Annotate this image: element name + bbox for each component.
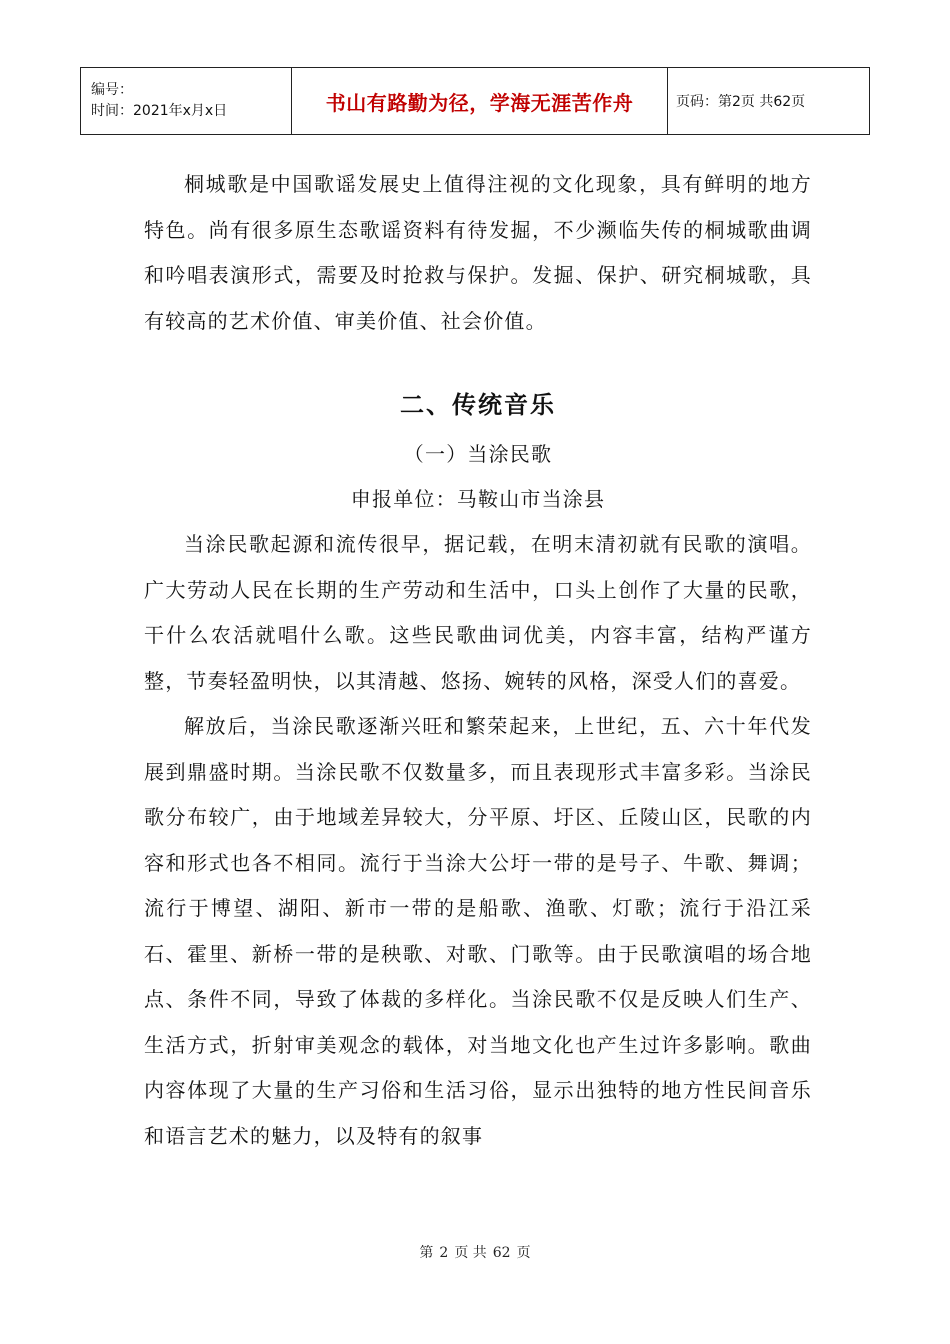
reporting-unit: 申报单位：马鞍山市当涂县: [350, 487, 606, 511]
document-number-label: 编号：: [91, 82, 133, 98]
section-title: 二、传统音乐: [400, 391, 556, 419]
paragraph-development: 解放后，当涂民歌逐渐兴旺和繁荣起来，上世纪，五、六十年代发展到鼎盛时期。当涂民歌不仅数量多，而且表现形式丰富多彩。当涂民歌分布较广，由于地域差异较大，分平原、圩区、丘陵山区，民歌的内容和形式也各不相同。流行于当涂大公圩一带的是号子、牛歌、舞调；流行于博望、湖阳、新市一带的是船歌、渔歌、灯歌；流行于沿江采石、霍里、新桥一带的是秧歌、对歌、门歌等。由于民歌演唱的场合地点、条件不同，导致了体裁的多样化。当涂民歌不仅是反映人们生产、生活方式，折射审美观念的载体，对当地文化也产生过许多影响。歌曲内容体现了大量的生产习俗和生活习俗，显示出独特的地方性民间音乐和语言艺术的魅力，以及特有的叙事: [144, 714, 812, 1148]
paragraph-origin: 当涂民歌起源和流传很早，据记载，在明末清初就有民歌的演唱。广大劳动人民在长期的生产劳动和生活中，口头上创作了大量的民歌，干什么农活就唱什么歌。这些民歌曲词优美，内容丰富，结构严谨方整，节奏轻盈明快，以其清越、悠扬、婉转的风格，深受人们的喜爱。: [144, 532, 812, 693]
header-page-info: 页码：第2页 共62页: [668, 68, 870, 135]
footer-page-number: 2: [439, 1245, 449, 1261]
header-motto: 书山有路勤为径，学海无涯苦作舟: [292, 68, 668, 135]
subsection-title: （一）当涂民歌: [403, 442, 553, 466]
document-header: [80, 67, 870, 135]
intro-paragraph: 桐城歌是中国歌谣发展史上值得注视的文化现象，具有鲜明的地方特色。尚有很多原生态歌谣资料有待发掘，不少濒临失传的桐城歌曲调和吟唱表演形式，需要及时抢救与保护。发掘、保护、研究桐城歌，具有较高的艺术价值、审美价值、社会价值。: [144, 172, 812, 333]
footer-mid: 页 共: [454, 1245, 487, 1261]
document-date: 时间：2021年x月x日: [91, 103, 228, 119]
header-meta: [81, 68, 292, 135]
footer-total-pages: 62: [492, 1245, 511, 1261]
page-footer: [0, 1242, 950, 1262]
footer-suffix: 页: [516, 1245, 531, 1261]
footer-prefix: 第: [419, 1245, 434, 1261]
document-body: [144, 162, 812, 1159]
